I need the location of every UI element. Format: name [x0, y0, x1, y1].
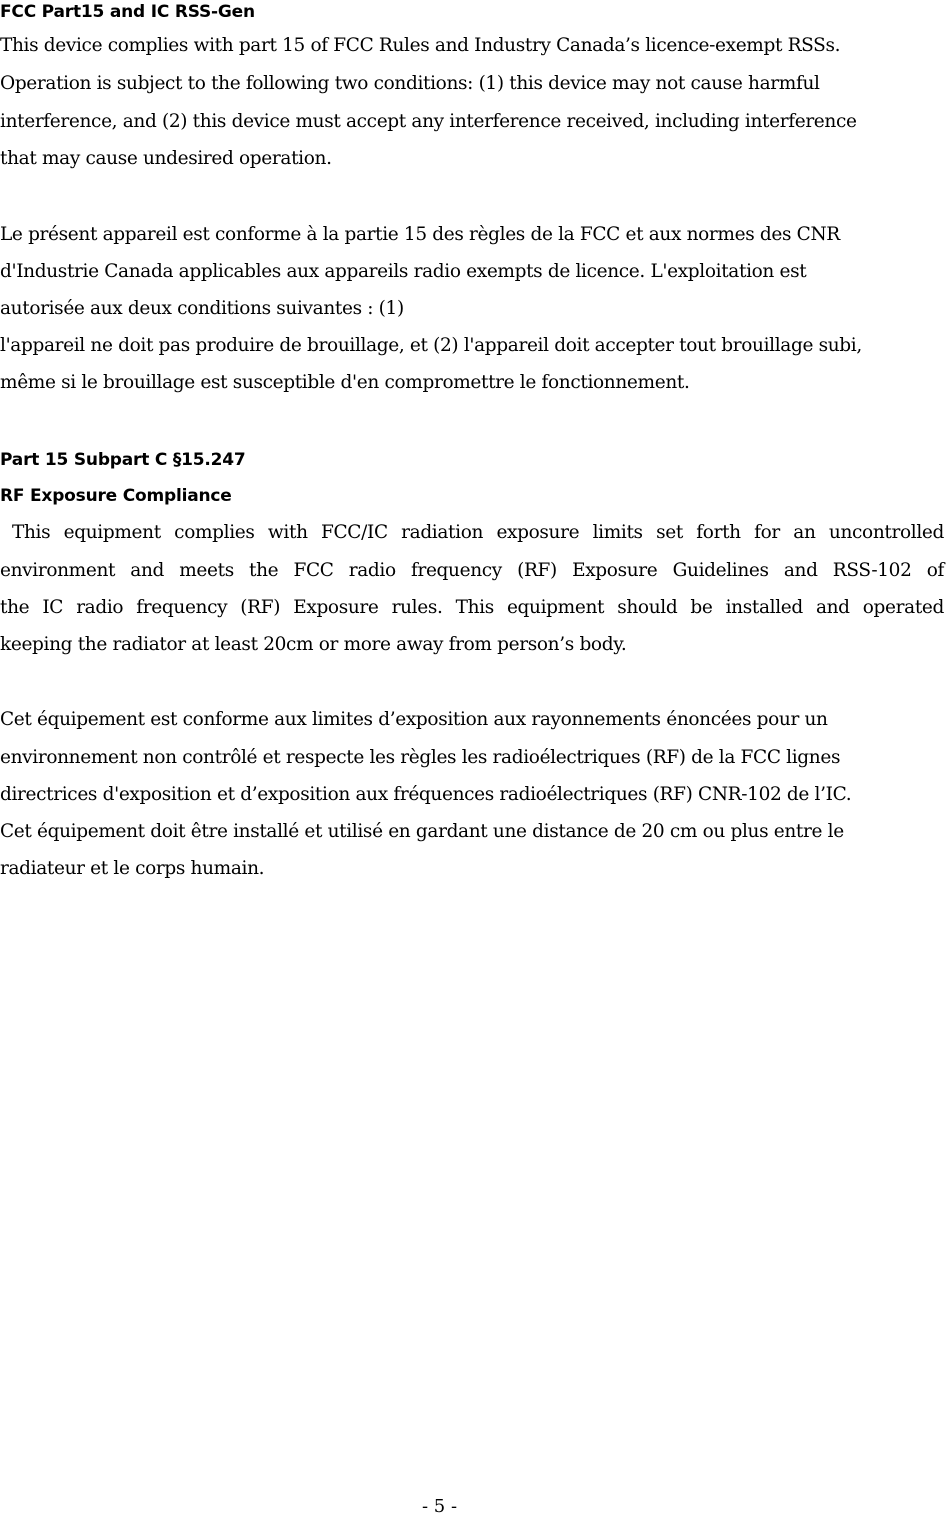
fcc-fr-paragraph-line-1: Le présent appareil est conforme à la partie 15 des règles de la FCC et aux normes des CNR [0, 224, 840, 245]
fcc-paragraph-line-4: that may cause undesired operation. [0, 148, 332, 169]
rf-exposure-heading: RF Exposure Compliance [0, 486, 232, 506]
page-number: - 5 - [421, 1496, 458, 1517]
fcc-paragraph-line-2: Operation is subject to the following two conditions: (1) this device may not cause harmful [0, 73, 820, 94]
rf-fr-paragraph-line-2: environnement non contrôlé et respecte les règles les radioélectriques (RF) de la FCC lignes [0, 747, 841, 768]
fcc-fr-paragraph-line-5: même si le brouillage est susceptible d'en compromettre le fonctionnement. [0, 372, 690, 393]
fcc-fr-paragraph-line-4: l'appareil ne doit pas produire de brouillage, et (2) l'appareil doit accepter tout brouillage subi, [0, 335, 862, 356]
rf-paragraph-line-1: This equipment complies with FCC/IC radiation exposure limits set forth for an uncontrolled [12, 522, 944, 543]
rf-fr-paragraph-line-4: Cet équipement doit être installé et utilisé en gardant une distance de 20 cm ou plus entre le [0, 821, 844, 842]
rf-paragraph-line-3: the IC radio frequency (RF) Exposure rules. This equipment should be installed and operated [0, 597, 944, 618]
rf-fr-paragraph-line-3: directrices d'exposition et d’exposition aux fréquences radioélectriques (RF) CNR-102 de l’IC. [0, 784, 852, 805]
fcc-fr-paragraph-line-3: autorisée aux deux conditions suivantes : (1) [0, 298, 404, 319]
rf-section-heading: Part 15 Subpart C §15.247 [0, 450, 246, 470]
fcc-heading: FCC Part15 and IC RSS-Gen [0, 2, 255, 22]
rf-fr-paragraph-line-5: radiateur et le corps humain. [0, 858, 265, 879]
fcc-paragraph-line-3: interference, and (2) this device must accept any interference received, including interference [0, 111, 857, 132]
rf-paragraph-line-4: keeping the radiator at least 20cm or more away from person’s body. [0, 634, 627, 655]
fcc-paragraph-line-1: This device complies with part 15 of FCC Rules and Industry Canada’s licence-exempt RSSs. [0, 35, 841, 56]
rf-fr-paragraph-line-1: Cet équipement est conforme aux limites d’exposition aux rayonnements énoncées pour un [0, 709, 828, 730]
rf-paragraph-line-2: environment and meets the FCC radio frequency (RF) Exposure Guidelines and RSS-102 of [0, 560, 944, 581]
fcc-fr-paragraph-line-2: d'Industrie Canada applicables aux appareils radio exempts de licence. L'exploitation est [0, 261, 807, 282]
